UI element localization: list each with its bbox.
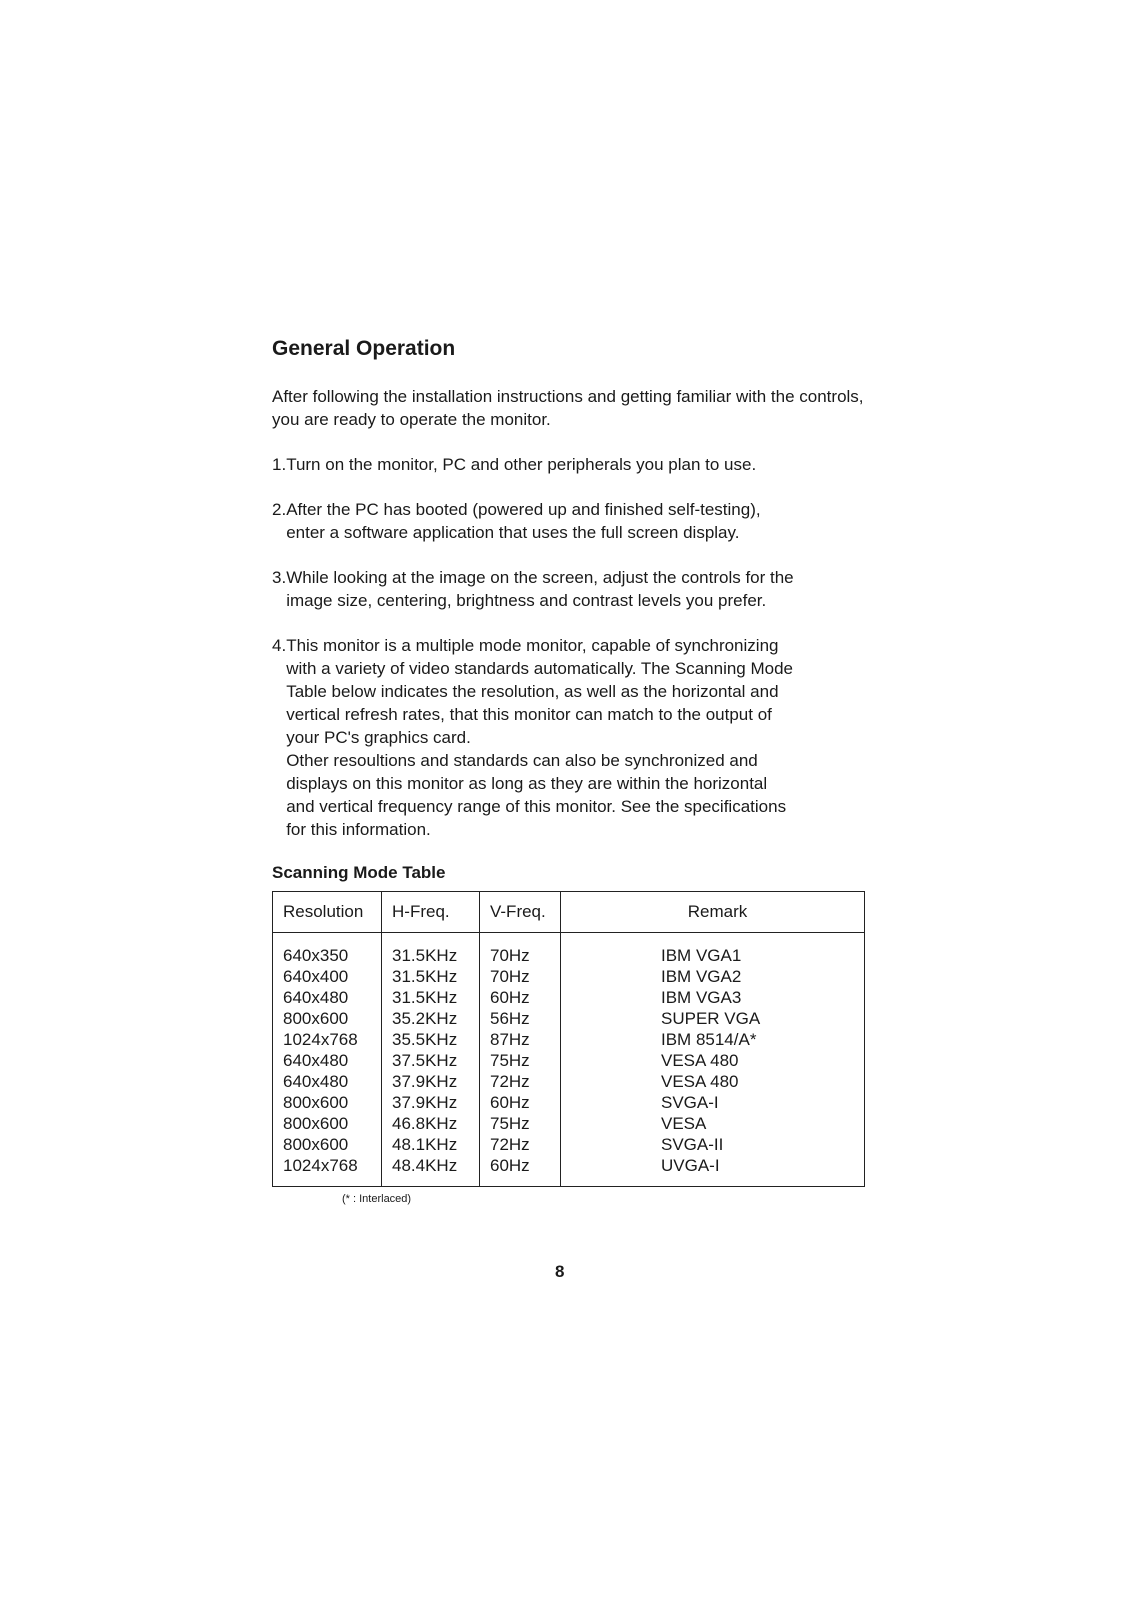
step-number: 4.: [272, 636, 287, 656]
cell-resolution: 800x600: [273, 1134, 382, 1155]
cell-resolution: 1024x768: [273, 1155, 382, 1187]
cell-v-freq: 60Hz: [480, 1092, 561, 1113]
cell-v-freq: 75Hz: [480, 1050, 561, 1071]
cell-resolution: 800x600: [273, 1113, 382, 1134]
column-header-resolution: Resolution: [273, 892, 382, 933]
step-text: for this information.: [286, 820, 431, 840]
cell-remark: IBM VGA1: [661, 946, 742, 966]
cell-h-freq: 46.8KHz: [382, 1113, 480, 1134]
cell-h-freq: 37.9KHz: [382, 1092, 480, 1113]
cell-v-freq: 70Hz: [480, 933, 561, 967]
cell-resolution: 640x480: [273, 1050, 382, 1071]
cell-remark: SVGA-I: [661, 1093, 719, 1113]
cell-resolution: 640x480: [273, 1071, 382, 1092]
column-header-remark: Remark: [561, 892, 865, 933]
step-2: [272, 498, 872, 544]
cell-h-freq: 31.5KHz: [382, 987, 480, 1008]
cell-h-freq: 31.5KHz: [382, 933, 480, 967]
step-text: your PC's graphics card.: [286, 728, 471, 748]
table-row: [273, 1029, 865, 1050]
cell-resolution: 1024x768: [273, 1029, 382, 1050]
table-row: [273, 1092, 865, 1113]
table-header-row: [273, 892, 865, 933]
step-3: [272, 566, 872, 612]
cell-h-freq: 37.9KHz: [382, 1071, 480, 1092]
cell-v-freq: 56Hz: [480, 1008, 561, 1029]
step-4: [272, 634, 872, 841]
cell-v-freq: 72Hz: [480, 1071, 561, 1092]
cell-v-freq: 60Hz: [480, 1155, 561, 1187]
cell-remark: VESA 480: [661, 1072, 739, 1092]
step-text: and vertical frequency range of this monitor. See the specifications: [286, 797, 787, 817]
cell-h-freq: 37.5KHz: [382, 1050, 480, 1071]
cell-h-freq: 35.2KHz: [382, 1008, 480, 1029]
step-text: Other resoultions and standards can also be synchronized and: [286, 751, 758, 771]
table-row: [273, 1134, 865, 1155]
step-text: vertical refresh rates, that this monitor can match to the output of: [286, 705, 772, 725]
cell-remark: VESA 480: [661, 1051, 739, 1071]
table-row: [273, 1113, 865, 1134]
cell-v-freq: 60Hz: [480, 987, 561, 1008]
cell-resolution: 640x400: [273, 966, 382, 987]
step-number: 2.: [272, 500, 287, 520]
table-row: [273, 1071, 865, 1092]
table-row: [273, 933, 865, 967]
document-body: [272, 336, 872, 1205]
step-text: This monitor is a multiple mode monitor, capable of synchronizing: [286, 636, 779, 656]
cell-remark: SUPER VGA: [661, 1009, 761, 1029]
table-row: [273, 1050, 865, 1071]
scanning-mode-table: [272, 891, 865, 1187]
cell-h-freq: 31.5KHz: [382, 966, 480, 987]
table-row: [273, 1008, 865, 1029]
page-title: General Operation: [272, 337, 456, 360]
page-number: 8: [555, 1262, 565, 1281]
step-text: with a variety of video standards automatically. The Scanning Mode: [286, 659, 793, 679]
column-header-v-freq: V-Freq.: [480, 892, 561, 933]
cell-h-freq: 35.5KHz: [382, 1029, 480, 1050]
cell-v-freq: 75Hz: [480, 1113, 561, 1134]
table-title: Scanning Mode Table: [272, 863, 446, 883]
table-body: [273, 933, 865, 1187]
step-text: Turn on the monitor, PC and other peripherals you plan to use.: [286, 455, 757, 475]
cell-remark: IBM VGA3: [661, 988, 742, 1008]
cell-v-freq: 72Hz: [480, 1134, 561, 1155]
step-text: While looking at the image on the screen, adjust the controls for the: [286, 568, 794, 588]
cell-resolution: 640x480: [273, 987, 382, 1008]
cell-resolution: 640x350: [273, 933, 382, 967]
cell-remark: IBM 8514/A*: [661, 1030, 757, 1050]
cell-remark: UVGA-I: [661, 1156, 720, 1176]
cell-remark: VESA: [661, 1114, 707, 1134]
step-text: After the PC has booted (powered up and finished self-testing),: [286, 500, 761, 520]
cell-v-freq: 87Hz: [480, 1029, 561, 1050]
table-row: [273, 966, 865, 987]
step-number: 1.: [272, 455, 287, 475]
intro-paragraph: After following the installation instructions and getting familiar with the controls, you are ready to operate the monitor.: [272, 387, 864, 430]
step-text: enter a software application that uses the full screen display.: [286, 523, 740, 543]
cell-remark: IBM VGA2: [661, 967, 742, 987]
step-1: [272, 453, 872, 476]
cell-h-freq: 48.4KHz: [382, 1155, 480, 1187]
step-number: 3.: [272, 568, 287, 588]
footnote: (* : Interlaced): [342, 1193, 412, 1206]
column-header-h-freq: H-Freq.: [382, 892, 480, 933]
table-row: [273, 1155, 865, 1187]
step-text: displays on this monitor as long as they are within the horizontal: [286, 774, 768, 794]
cell-remark: SVGA-II: [661, 1135, 724, 1155]
cell-v-freq: 70Hz: [480, 966, 561, 987]
cell-h-freq: 48.1KHz: [382, 1134, 480, 1155]
cell-resolution: 800x600: [273, 1008, 382, 1029]
table-row: [273, 987, 865, 1008]
step-text: Table below indicates the resolution, as well as the horizontal and: [286, 682, 779, 702]
step-text: image size, centering, brightness and contrast levels you prefer.: [286, 591, 767, 611]
cell-resolution: 800x600: [273, 1092, 382, 1113]
